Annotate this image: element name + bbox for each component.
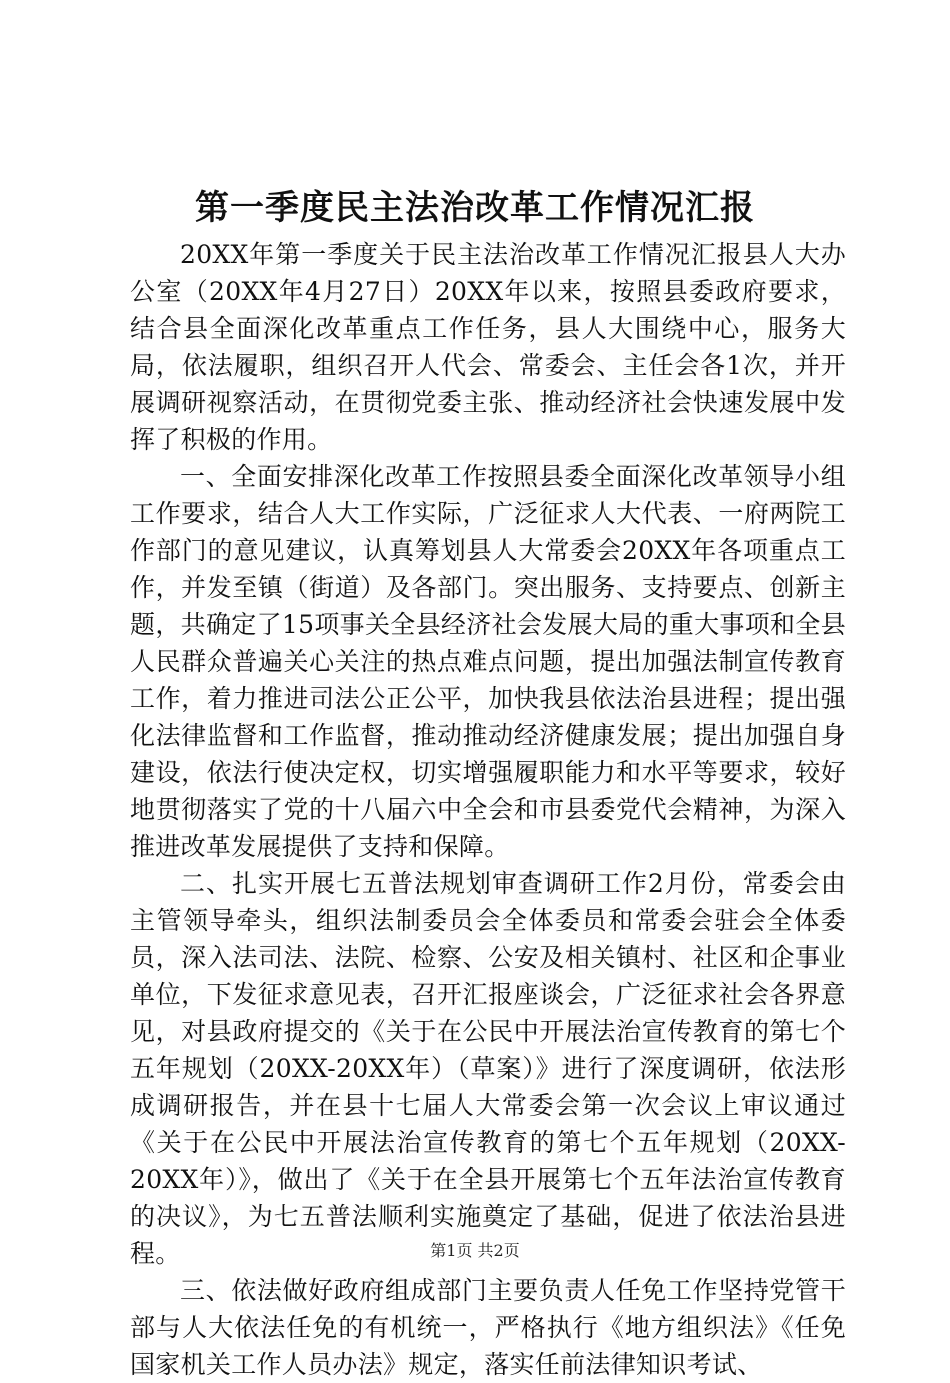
paragraph-section-1: 一、全面安排深化改革工作按照县委全面深化改革领导小组工作要求，结合人大工作实际，广泛征求人大代表、一府两院工作部门的意见建议，认真筹划县人大常委会20XX年各项重点工作，并发至镇（街道）及各部门。突出服务、支持要点、创新主题，共确定了15项事关全县经济社会发展大局的重大事项和全县人民群众普遍关心关注的热点难点问题，提出加强法制宣传教育工作，着力推进司法公正公平，加快我县依法治县进程；提出强化法律监督和工作监督，推动推动经济健康发展；提出加强自身建设，依法行使决定权，切实增强履职能力和水平等要求，较好地贯彻落实了党的十八届六中全会和市县委党代会精神，为深入推进改革发展提供了支持和保障。 — [130, 462, 846, 861]
page-number-footer: 第1页 共2页 — [430, 1241, 520, 1260]
paragraph-intro: 20XX年第一季度关于民主法治改革工作情况汇报县人大办公室（20XX年4月27日）20XX年以来，按照县委政府要求，结合县全面深化改革重点工作任务，县人大围绕中心，服务大局，依法履职，组织召开人代会、常委会、主任会各1次，并开展调研视察活动，在贯彻党委主张、推动经济社会快速发展中发挥了积极的作用。 — [130, 240, 846, 454]
document-body — [130, 236, 846, 1383]
document-title: 第一季度民主法治改革工作情况汇报 — [195, 188, 755, 228]
paragraph-section-3: 三、依法做好政府组成部门主要负责人任免工作坚持党管干部与人大依法任免的有机统一，严格执行《地方组织法》《任免国家机关工作人员办法》规定，落实任前法律知识考试、 — [130, 1276, 846, 1379]
paragraph-section-2: 二、扎实开展七五普法规划审查调研工作2月份，常委会由主管领导牵头，组织法制委员会全体委员和常委会驻会全体委员，深入法司法、法院、检察、公安及相关镇村、社区和企事业单位，下发征求意见表，召开汇报座谈会，广泛征求社会各界意见，对县政府提交的《关于在公民中开展法治宣传教育的第七个五年规划（20XX-20XX年）（草案）》进行了深度调研，依法形成调研报告，并在县十七届人大常委会第一次会议上审议通过《关于在公民中开展法治宣传教育的第七个五年规划（20XX-20XX年）》，做出了《关于在全县开展第七个五年法治宣传教育的决议》，为七五普法顺利实施奠定了基础，促进了依法治县进程。 — [130, 869, 846, 1268]
